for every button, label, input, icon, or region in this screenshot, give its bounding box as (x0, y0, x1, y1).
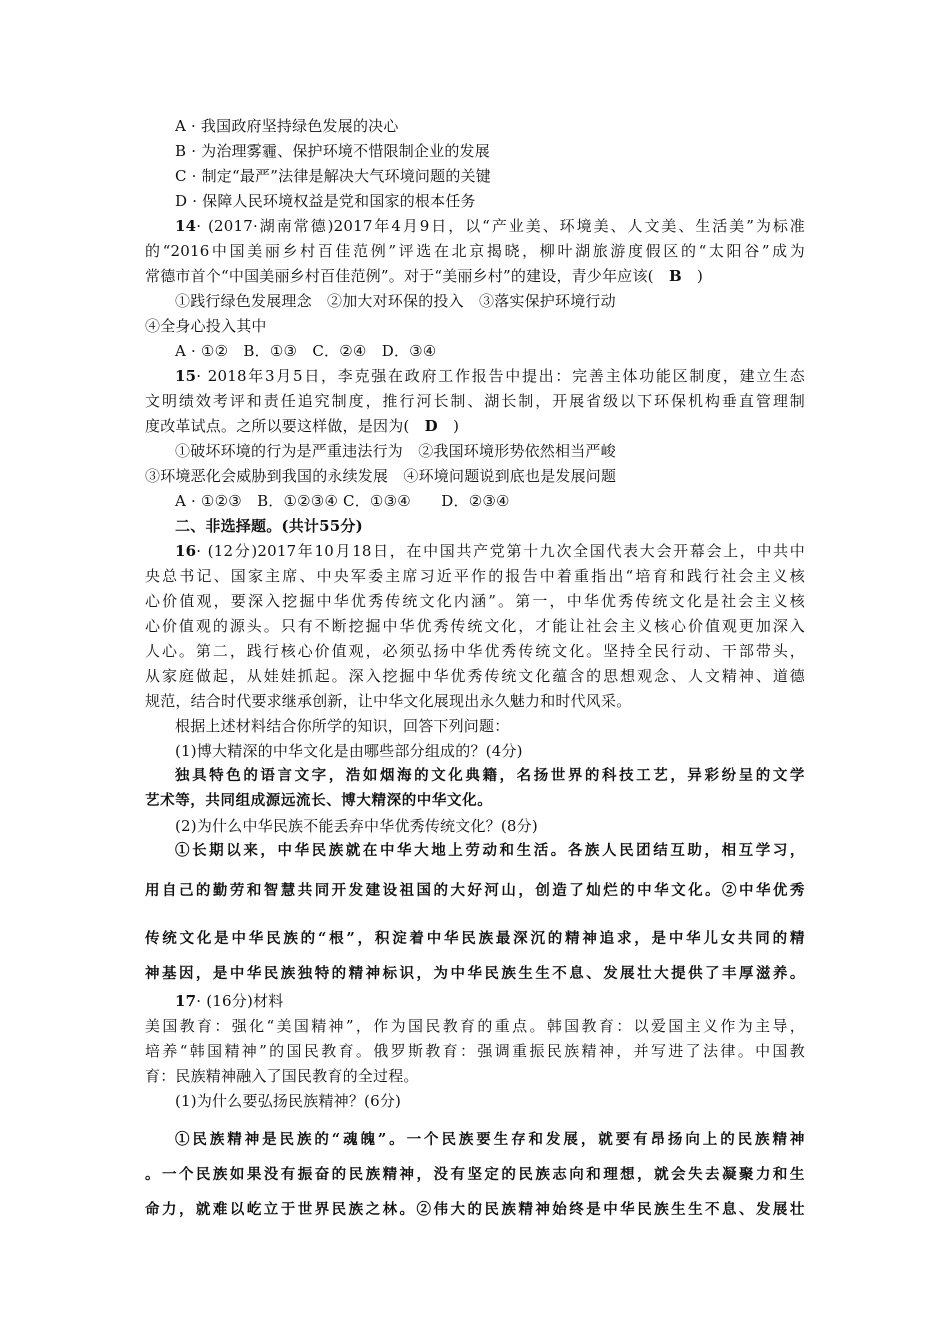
q17-sub1-answer-1: ①民族精神是民族的“魂魄”。一个民族要生存和发展，就要有昂扬向上的民族精神 (175, 1131, 805, 1148)
q14-line-2: 的“2016中国美丽乡村百佳范例”评选在北京揭晓，柳叶湖旅游度假区的“太阳谷”成为 (145, 242, 805, 260)
q15-text-end: 度改革试点。之所以要这样做，是因为( (145, 417, 425, 435)
q14-statements-1: ①践行绿色发展理念 ②加大对环保的投入 ③落实保护环境行动 (175, 292, 616, 310)
q15-close: ) (437, 417, 460, 435)
q16-sub2-answer-2: 用自己的勤劳和智慧共同开发建设祖国的大好河山，创造了灿烂的中华文化。②中华优秀 (145, 882, 805, 899)
q17-number: 17 (175, 992, 197, 1010)
q15-line-1 (175, 364, 805, 388)
q14-number: 14 (175, 217, 197, 235)
q16-line-6: 从家庭做起，从娃娃抓起。深入挖掘中华优秀传统文化蕴含的思想观念、人文精神、道德 (145, 667, 805, 685)
q16-text: · (12分)2017年10月18日，在中国共产党第十九次全国代表大会开幕会上，中共中 (196, 542, 805, 560)
q17-sub1-answer-2: 。一个民族如果没有振奋的民族精神，没有坚定的民族志向和理想，就会失去凝聚力和生 (145, 1166, 805, 1183)
q15-statements-2: ③环境恶化会威胁到我国的永续发展 ④环境问题说到底也是发展问题 (145, 467, 617, 485)
q13-option-a: A · 我国政府坚持绿色发展的决心 (175, 117, 399, 135)
q17-material-3: 育：民族精神融入了国民教育的全过程。 (145, 1067, 419, 1085)
q15-answer: D (424, 417, 438, 435)
q16-sub2-answer-4: 神基因，是中华民族独特的精神标识，为中华民族生生不息、发展壮大提供了丰厚滋养。 (145, 965, 805, 982)
q16-prompt: 根据上述材料结合你所学的知识，回答下列问题： (175, 717, 510, 735)
q15-statements-1: ①破坏环境的行为是严重违法行为 ②我国环境形势依然相当严峻 (175, 442, 616, 460)
q16-sub1-answer-1: 独具特色的语言文字，浩如烟海的文化典籍，名扬世界的科技工艺，异彩纷呈的文学 (175, 767, 805, 784)
q15-line-3 (145, 414, 805, 438)
q16-sub2-question: (2)为什么中华民族不能丢弃中华优秀传统文化？(8分) (175, 817, 538, 835)
q15-text: · 2018年3月5日，李克强在政府工作报告中提出：完善主体功能区制度，建立生态 (196, 367, 805, 385)
q16-line-2: 央总书记、国家主席、中央军委主席习近平作的报告中着重指出“培育和践行社会主义核 (145, 567, 805, 585)
q17-head (175, 989, 835, 1013)
q15-line-2: 文明绩效考评和责任追究制度，推行河长制、湖长制，开展省级以下环保机构垂直管理制 (145, 392, 805, 410)
q16-line-5: 人心。第二，践行核心价值观，必须弘扬中华优秀传统文化。坚持全民行动、干部带头， (145, 642, 805, 660)
q16-line-7: 规范，结合时代要求继承创新，让中华文化展现出永久魅力和时代风采。 (145, 692, 632, 710)
q15-options: A · ①②③ B．①②③④ C．①③④ D．②③④ (175, 492, 510, 510)
q15-number: 15 (175, 367, 197, 385)
q16-sub2-answer-1: ①长期以来，中华民族就在中华大地上劳动和生活。各族人民团结互助，相互学习， (175, 842, 805, 859)
q14-line-3 (145, 264, 805, 288)
q16-sub1-answer-2: 艺术等，共同组成源远流长、博大精深的中华文化。 (145, 792, 493, 809)
q13-option-c: C · 制定“最严”法律是解决大气环境问题的关键 (175, 167, 491, 185)
q14-statements-2: ④全身心投入其中 (145, 317, 267, 335)
q13-option-b: B · 为治理雾霾、保护环境不惜限制企业的发展 (175, 142, 490, 160)
q16-sub1-question: (1)博大精深的中华文化是由哪些部分组成的？(4分) (175, 742, 523, 760)
q16-number: 16 (175, 542, 197, 560)
q16-line-4: 心价值观的源头。只有不断挖掘中华优秀传统文化，才能让社会主义核心价值观更加深入 (145, 617, 805, 635)
q17-sub1-question: (1)为什么要弘扬民族精神？(6分) (175, 1092, 402, 1110)
q14-text-end: 常德市首个“中国美丽乡村百佳范例”。对于“美丽乡村”的建设，青少年应该( (145, 267, 669, 285)
q14-text: · (2017·湖南常德)2017年4月9日，以“产业美、环境美、人文美、生活美”为标准 (196, 217, 805, 235)
q14-line-1 (175, 214, 805, 238)
q16-line-3: 心价值观，要深入挖掘中华优秀传统文化内涵”。第一，中华优秀传统文化是社会主义核 (145, 592, 805, 610)
q14-close: ) (681, 267, 704, 285)
q17-material-1: 美国教育：强化“美国精神”，作为国民教育的重点。韩国教育：以爱国主义作为主导， (145, 1017, 805, 1035)
q16-line-1 (175, 539, 805, 563)
section-2-title: 二、非选择题。(共计55分) (175, 517, 363, 535)
q16-sub2-answer-3: 传统文化是中华民族的“根”，积淀着中华民族最深沉的精神追求，是中华儿女共同的精 (145, 930, 805, 947)
q17-material-2: 培养“韩国精神”的国民教育。俄罗斯教育：强调重振民族精神，并写进了法律。中国教 (145, 1042, 805, 1060)
q14-options: A · ①② B．①③ C．②④ D．③④ (175, 342, 437, 360)
q17-head-text: · (16分)材料 (196, 992, 284, 1010)
q13-option-d: D · 保障人民环境权益是党和国家的根本任务 (175, 192, 476, 210)
q17-sub1-answer-3: 命力，就难以屹立于世界民族之林。②伟大的民族精神始终是中华民族生生不息、发展壮 (145, 1201, 805, 1218)
q14-answer: B (668, 267, 682, 285)
